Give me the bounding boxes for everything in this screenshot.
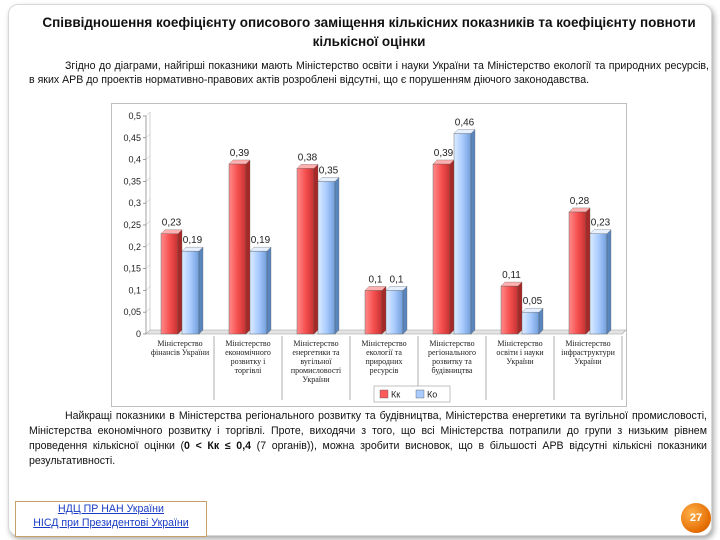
y-tick-label: 0 [135,329,141,339]
category-label: розвитку і [230,357,266,366]
bar-side [539,308,543,334]
y-tick-label: 0,3 [128,198,141,209]
y-tick-depth [146,243,150,247]
legend-swatch-kk [380,390,388,398]
value-label: 0,39 [433,147,454,159]
category-label: Міністерство [293,339,339,348]
bar-side [518,282,522,334]
bar-kk [501,286,518,334]
bar-ko [250,251,267,334]
value-label: 0,38 [297,152,318,164]
bar-side [335,177,339,334]
category-label: вугільної [300,357,332,366]
category-label: енергетики та [292,348,340,357]
value-label: 0,35 [318,165,339,177]
y-tick-depth [146,286,150,290]
value-label: 0,28 [569,195,590,207]
slide-title: Співвідношення коефіцієнту описового заміщення кількісних показників та коефіцієнту повноти кількісної оцінки [42,15,696,49]
bar-side [267,247,271,334]
category-label: ресурсів [369,366,399,375]
bar-side [199,247,203,334]
value-label: 0,11 [502,270,521,282]
bar-ko [590,234,607,334]
bar-ko [522,312,539,334]
bar-side [403,286,407,334]
value-label: 0,23 [161,217,182,229]
y-tick-depth [146,308,150,312]
bar-kk [161,234,178,334]
category-label: України [574,357,602,366]
y-tick-depth [146,265,150,269]
footer-links [15,501,207,537]
legend-swatch-ko [416,390,424,398]
y-tick-depth [146,134,150,138]
bar-side [246,160,250,334]
link-nisd[interactable]: НІСД при Президентові України [33,517,189,529]
category-label: Міністерство [497,339,543,348]
category-label: економічного [225,348,271,357]
y-tick-label: 0,45 [123,132,141,143]
value-label: 0,1 [389,274,404,286]
category-label: торгівлі [234,366,262,375]
y-tick-label: 0,25 [123,220,141,230]
y-tick-label: 0,05 [123,307,141,318]
category-label: освіти і науки [496,348,544,357]
legend-label: Ко [427,389,438,400]
bar-kk [433,164,450,334]
bar-ko [386,290,403,334]
bar-ko [454,133,471,334]
category-label: Міністерство [565,339,611,348]
value-label: 0,19 [250,235,271,247]
y-tick-label: 0,1 [128,285,141,296]
category-label: України [506,357,534,366]
y-tick-label: 0,4 [128,154,141,165]
bar-kk [229,164,246,334]
y-tick-depth [146,221,150,225]
bar-side [382,286,386,334]
category-label: фінансів України [150,348,210,357]
value-label: 0,39 [229,147,250,159]
bars-layer [161,129,611,334]
category-label: розвитку та [432,357,472,366]
value-label: 0,05 [522,296,543,308]
y-tick-depth [146,112,150,116]
slide [8,4,712,536]
value-label: 0,19 [182,235,203,247]
category-label: будівництва [431,366,473,375]
y-tick-depth [146,156,150,160]
bar-side [586,208,590,334]
bar-ko [182,251,199,334]
value-label: 0,23 [590,217,611,229]
category-label: екології та [366,348,402,357]
intro-paragraph: Згідно до діаграми, найгірші показники мають Міністерство освіти і науки України та Міністерство екології та природних ресурсів, в яких АРВ до проектів нормативно-правових актів розроблені відсутні, що є порушенням діючого законодавства. [29,60,709,86]
value-label: 0,46 [454,117,475,129]
bar-kk [365,290,382,334]
y-tick-label: 0,2 [128,241,141,252]
bar-kk [569,212,586,334]
category-label: регіонального [428,348,476,357]
category-label: природних [365,357,403,366]
y-tick-depth [146,199,150,203]
legend-label: Кк [391,389,401,400]
category-label: України [302,375,330,384]
conclusion-text-1: Найкращі показники в Міністерства регіонального розвитку та будівництва, Міністерства енергетики та вугільної промисловості, Міністерства економічного розвитку і торгівлі. Проте, виходячи з того, що всі Міністерства потрапили до групи з низьким рівнем проведення кількісної оцінки ( [29,410,707,452]
y-tick-label: 0,35 [123,176,141,187]
bar-chart [111,103,627,407]
y-tick-label: 0,5 [128,111,141,121]
bar-side [314,164,318,334]
y-tick-label: 0,15 [123,263,141,274]
category-label: Міністерство [429,339,475,348]
page-number-badge: 27 [681,503,711,533]
bar-ko [318,181,335,334]
bar-side [450,160,454,334]
category-label: Міністерство [157,339,203,348]
bar-kk [297,168,314,334]
conclusion-text-2: (7 органів)), можна зробити висновок, що в більшості АРВ відсутні кількісні показники результативності. [29,440,707,467]
conclusion-range: 0 < Кк ≤ 0,4 [184,440,252,452]
legend [374,386,450,402]
conclusion-paragraph [29,409,707,469]
link-ndc-pr[interactable]: НДЦ ПР НАН України [58,503,164,515]
bar-side [178,230,182,334]
value-label: 0,1 [368,274,383,286]
category-label: Міністерство [361,339,407,348]
category-label: Міністерство [225,339,271,348]
chart-svg [112,104,626,406]
category-label: інфраструктури [561,348,615,357]
bar-side [607,230,611,334]
bar-side [471,129,475,334]
category-label: промисловості [290,366,342,375]
y-tick-depth [146,177,150,181]
